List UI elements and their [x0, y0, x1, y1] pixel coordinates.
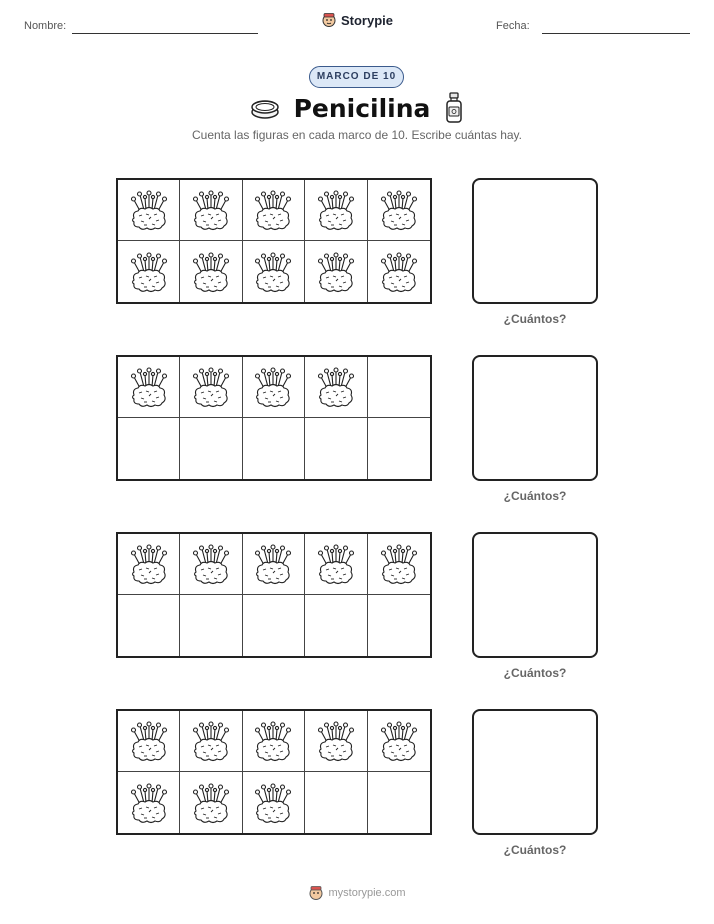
frame-cell [305, 534, 367, 595]
frame-cell [118, 180, 180, 241]
answer-label: ¿Cuántos? [503, 489, 567, 503]
penicillin-mold-icon [129, 365, 169, 409]
penicillin-mold-icon [379, 188, 419, 232]
frame-cell [180, 418, 242, 479]
frame-cell [118, 595, 180, 656]
penicillin-mold-icon [253, 542, 293, 586]
date-line[interactable] [542, 33, 690, 34]
frame-cell [368, 772, 430, 833]
frame-cell [368, 595, 430, 656]
penicillin-mold-icon [191, 719, 231, 763]
frame-cell [368, 418, 430, 479]
penicillin-mold-icon [316, 365, 356, 409]
mascot-logo-icon [308, 885, 324, 901]
penicillin-mold-icon [253, 188, 293, 232]
penicillin-mold-icon [191, 542, 231, 586]
instructions: Cuenta las figuras en cada marco de 10. Escribe cuántas hay. [192, 128, 522, 142]
frame-cell [118, 357, 180, 418]
answer-label: ¿Cuántos? [503, 312, 567, 326]
frame-cell [368, 534, 430, 595]
frame-cell [305, 711, 367, 772]
name-label: Nombre: [24, 20, 67, 32]
frame-cell [180, 180, 242, 241]
penicillin-mold-icon [191, 781, 231, 825]
frame-cell [180, 711, 242, 772]
answer-label: ¿Cuántos? [503, 666, 567, 680]
frame-cell [368, 711, 430, 772]
frame-cell [243, 534, 305, 595]
ten-frame-3 [116, 532, 432, 658]
frame-cell [305, 595, 367, 656]
answer-box-2[interactable] [472, 355, 598, 481]
penicillin-mold-icon [316, 188, 356, 232]
frame-cell [305, 241, 367, 302]
footer [0, 885, 714, 901]
page-title: Penicilina [293, 93, 431, 123]
frame-cell [180, 357, 242, 418]
name-line[interactable] [72, 33, 258, 34]
penicillin-mold-icon [191, 188, 231, 232]
penicillin-mold-icon [129, 719, 169, 763]
penicillin-mold-icon [379, 250, 419, 294]
brand-name: Storypie [340, 12, 393, 28]
ten-frame-4 [116, 709, 432, 835]
frame-cell [243, 180, 305, 241]
penicillin-mold-icon [253, 365, 293, 409]
answer-box-4[interactable] [472, 709, 598, 835]
frame-cell [118, 418, 180, 479]
penicillin-mold-icon [316, 719, 356, 763]
frame-cell [180, 595, 242, 656]
penicillin-mold-icon [191, 250, 231, 294]
worksheet-type-badge: MARCO DE 10 [309, 66, 404, 88]
frame-cell [243, 772, 305, 833]
frame-cell [305, 180, 367, 241]
penicillin-mold-icon [253, 781, 293, 825]
answer-box-1[interactable] [472, 178, 598, 304]
frame-cell [243, 241, 305, 302]
penicillin-mold-icon [253, 250, 293, 294]
ten-frame-1 [116, 178, 432, 304]
frame-cell [118, 241, 180, 302]
frame-cell [180, 772, 242, 833]
penicillin-mold-icon [316, 250, 356, 294]
penicillin-mold-icon [129, 781, 169, 825]
penicillin-mold-icon [316, 542, 356, 586]
penicillin-mold-icon [129, 250, 169, 294]
vial-icon [444, 92, 464, 124]
frame-cell [368, 357, 430, 418]
penicillin-mold-icon [191, 365, 231, 409]
ten-frame-2 [116, 355, 432, 481]
frame-cell [180, 241, 242, 302]
frame-cell [368, 241, 430, 302]
frame-cell [118, 711, 180, 772]
frame-cell [305, 772, 367, 833]
penicillin-mold-icon [129, 542, 169, 586]
penicillin-mold-icon [253, 719, 293, 763]
frame-cell [243, 418, 305, 479]
title-row [0, 92, 714, 124]
penicillin-mold-icon [129, 188, 169, 232]
penicillin-mold-icon [379, 719, 419, 763]
frame-cell [305, 357, 367, 418]
frame-cell [305, 418, 367, 479]
frame-cell [368, 180, 430, 241]
petri-dish-icon [250, 95, 280, 121]
frame-cell [118, 534, 180, 595]
frame-cell [243, 711, 305, 772]
penicillin-mold-icon [379, 542, 419, 586]
brand-logo [0, 12, 714, 28]
frame-cell [243, 357, 305, 418]
mascot-logo-icon [321, 12, 337, 28]
frame-cell [118, 772, 180, 833]
date-label: Fecha: [496, 20, 530, 32]
frame-cell [243, 595, 305, 656]
answer-box-3[interactable] [472, 532, 598, 658]
footer-url[interactable]: mystorypie.com [328, 887, 406, 899]
frame-cell [180, 534, 242, 595]
answer-label: ¿Cuántos? [503, 843, 567, 857]
